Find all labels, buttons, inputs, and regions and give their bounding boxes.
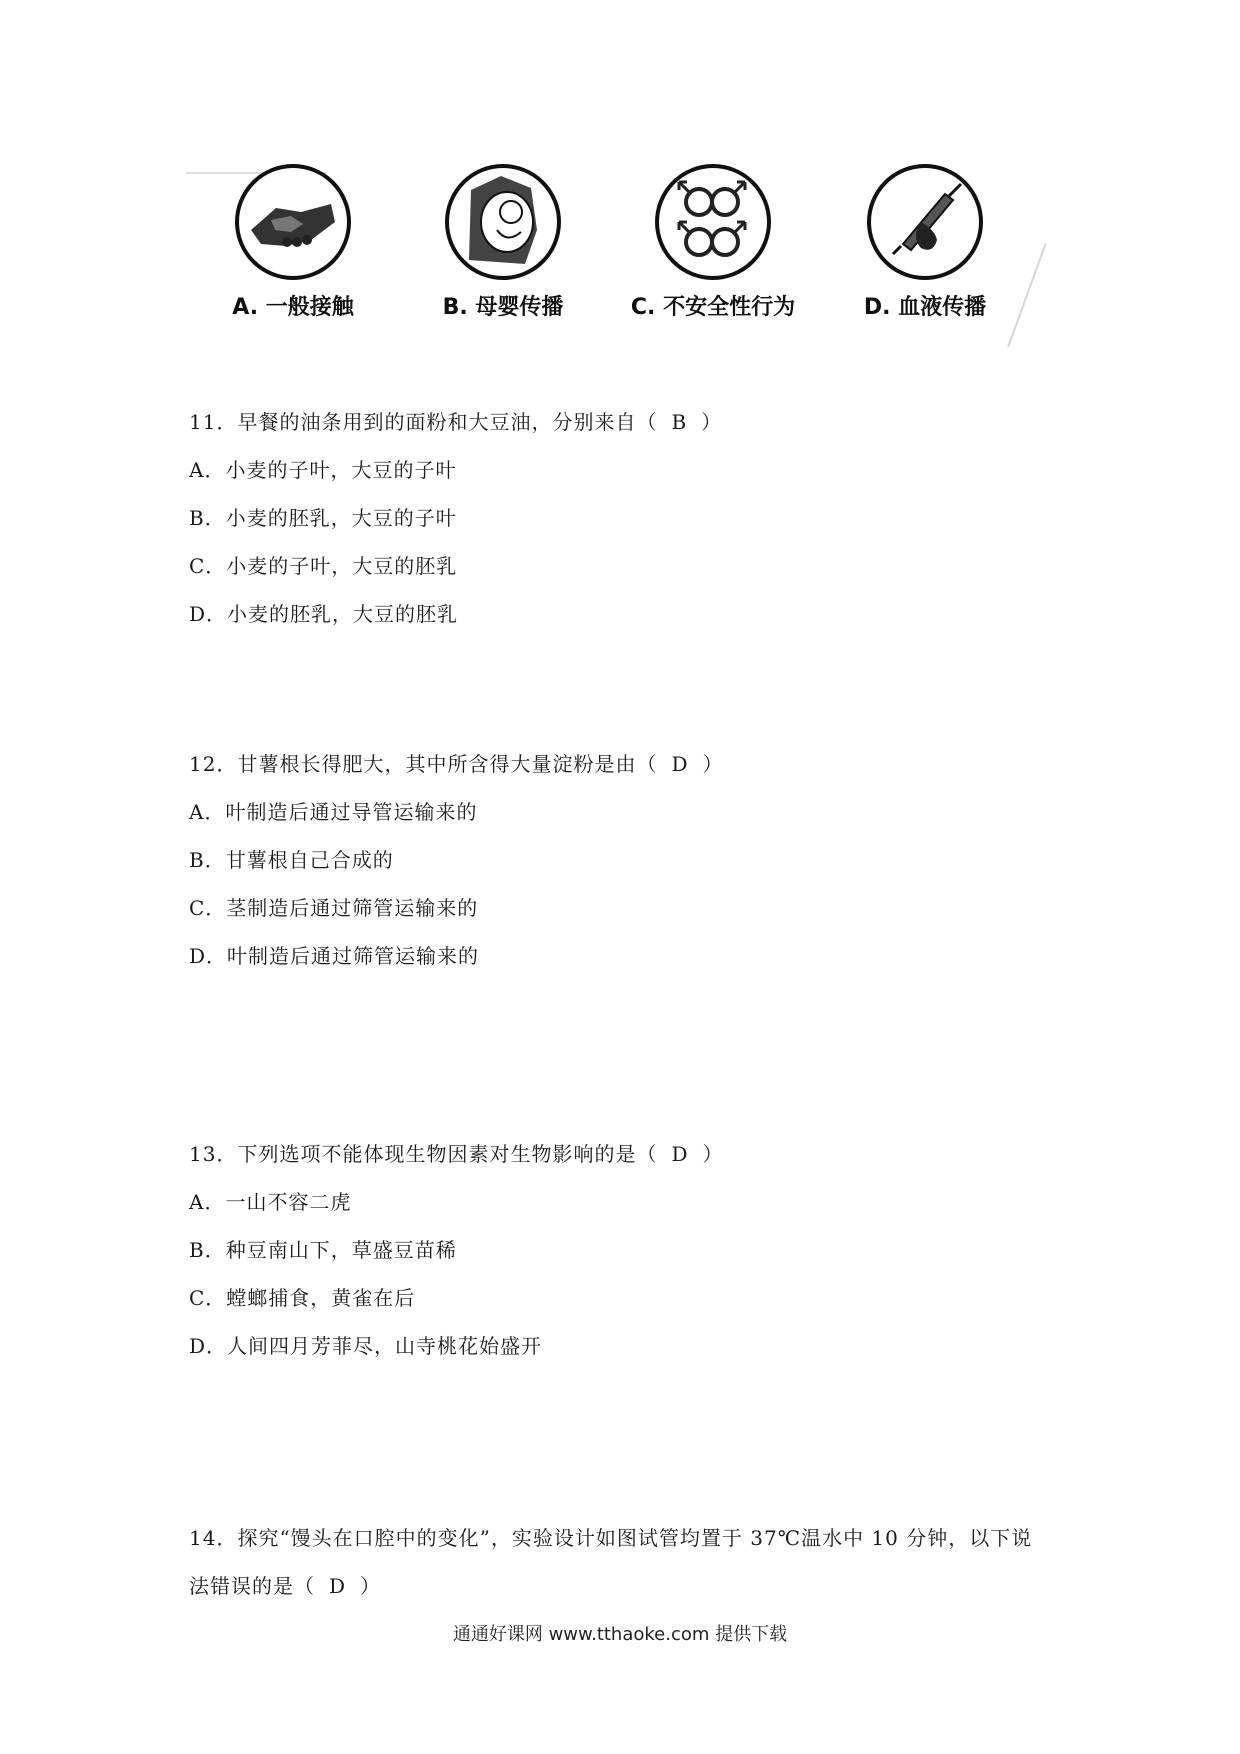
option-c: C．小麦的子叶，大豆的胚乳 (189, 554, 458, 578)
question-stem-continued (189, 1562, 1069, 1610)
option-b: B．小麦的胚乳，大豆的子叶 (189, 506, 457, 530)
answer: D (671, 752, 689, 776)
figure-item-d (820, 160, 1030, 340)
answer: B (671, 410, 688, 434)
stem-text: 12．甘薯根长得肥大，其中所含得大量淀粉是由（ (189, 752, 658, 776)
stem-close: ） (360, 1574, 382, 1598)
option-d: D．小麦的胚乳，大豆的胚乳 (189, 602, 459, 626)
stem-close: ） (702, 1142, 724, 1166)
question-stem (189, 1130, 1069, 1178)
figure-caption: B. 母婴传播 (442, 295, 564, 320)
option-c: C．茎制造后通过筛管运输来的 (189, 896, 479, 920)
option-c: C．螳螂捕食，黄雀在后 (189, 1286, 416, 1310)
option-a: A．小麦的子叶，大豆的子叶 (189, 458, 457, 482)
figure-item-b (398, 160, 608, 340)
figure-caption: D. 血液传播 (863, 295, 987, 320)
transmission-figure (188, 160, 1060, 350)
option-b: B．甘薯根自己合成的 (189, 848, 394, 872)
figure-caption: C. 不安全性行为 (630, 295, 796, 320)
gender-symbols-icon (651, 160, 775, 284)
stem-text: 13．下列选项不能体现生物因素对生物影响的是（ (189, 1142, 658, 1166)
answer: D (329, 1574, 347, 1598)
question-stem (189, 398, 1069, 446)
stem-text: 法错误的是（ (189, 1574, 315, 1598)
option-b: B．种豆南山下，草盛豆苗稀 (189, 1238, 457, 1262)
stem-text: 11．早餐的油条用到的面粉和大豆油，分别来自（ (189, 410, 658, 434)
question-stem (189, 740, 1069, 788)
figure-caption: A. 一般接触 (232, 295, 354, 320)
option-a: A．一山不容二虎 (189, 1190, 352, 1214)
option-d: D．叶制造后通过筛管运输来的 (189, 944, 480, 968)
page-footer: 通通好课网 www.tthaoke.com 提供下载 (452, 1624, 788, 1645)
figure-item-c (608, 160, 818, 340)
stem-close: ） (702, 752, 724, 776)
syringe-blood-icon (863, 160, 987, 284)
question-12 (189, 740, 1069, 980)
question-11 (189, 398, 1069, 638)
question-13 (189, 1130, 1069, 1370)
answer: D (671, 1142, 689, 1166)
handshake-icon (231, 160, 355, 284)
option-d: D．人间四月芳菲尽，山寺桃花始盛开 (189, 1334, 543, 1358)
question-stem: 14．探究“馒头在口腔中的变化”，实验设计如图试管均置于 37℃温水中 10 分钟，以下说 (189, 1526, 1033, 1550)
question-14 (189, 1514, 1069, 1610)
stem-close: ） (701, 410, 723, 434)
option-a: A．叶制造后通过导管运输来的 (189, 800, 478, 824)
pregnancy-icon (441, 160, 565, 284)
figure-item-a (188, 160, 398, 340)
